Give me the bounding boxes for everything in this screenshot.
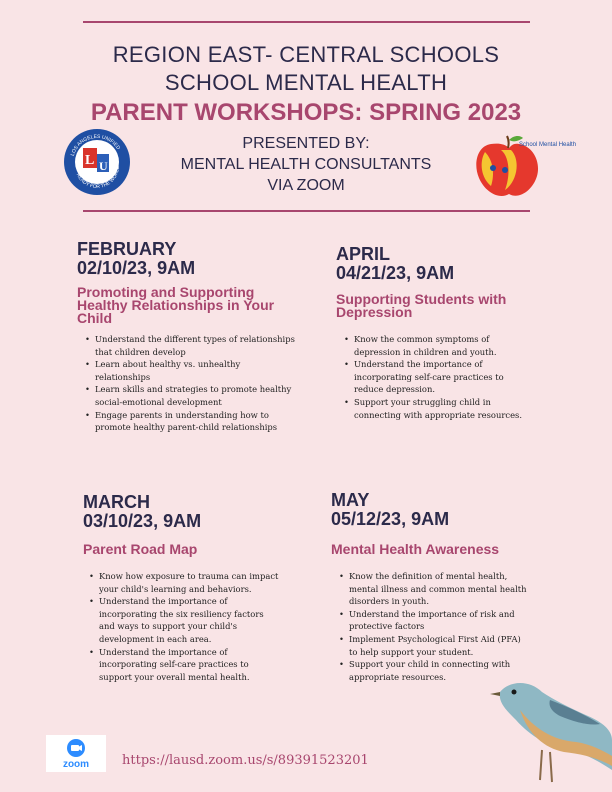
list-item: • Understand the importance of incorporating self-care practices to reduce depression. [342, 358, 522, 396]
svg-text:zoom: zoom [62, 759, 90, 770]
list-item: • Engage parents in understanding how to promote healthy parent-child relationships [83, 409, 297, 434]
svg-text:School Mental Health: School Mental Health [519, 142, 577, 148]
list-item: • Support your struggling child in connecting with appropriate resources. [342, 396, 522, 421]
workshop-month: APRIL [336, 244, 390, 264]
workshop-march [83, 493, 293, 683]
list-item: • Know the common symptoms of depression in children and youth. [342, 333, 522, 358]
list-item: • Support your child in connecting with appropriate resources. [337, 658, 529, 683]
bird-illustration-icon [490, 670, 612, 792]
workshop-topic: Parent Road Map [83, 541, 198, 557]
workshop-bullets [83, 333, 297, 434]
top-divider [83, 21, 530, 23]
presenter: MENTAL HEALTH CONSULTANTS [180, 156, 432, 173]
header-divider [83, 210, 530, 212]
school-mental-health-logo-icon [471, 130, 577, 202]
workshop-month: MAY [331, 490, 370, 510]
page-title: PARENT WORKSHOPS: SPRING 2023 [90, 99, 522, 126]
presented-by: PRESENTED BY: [242, 135, 370, 152]
list-item: • Understand the importance of incorporating the six resiliency factors and ways to support your child's development in each area. [87, 595, 282, 645]
workshop-date: 04/21/23, 9AM [336, 263, 455, 283]
zoom-logo [46, 735, 106, 772]
workshop-date: 03/10/23, 9AM [83, 511, 202, 531]
workshop-date: 05/12/23, 9AM [331, 509, 450, 529]
list-item: • Know how exposure to trauma can impact your child's learning and behaviors. [87, 570, 282, 595]
svg-text:U: U [99, 159, 108, 173]
workshop-topic: Mental Health Awareness [331, 541, 500, 557]
via-zoom: VIA ZOOM [267, 177, 345, 194]
workshop-date: 02/10/23, 9AM [77, 258, 196, 278]
workshop-topic: Supporting Students with Depression [336, 291, 507, 320]
workshop-february [77, 240, 297, 434]
svg-text:LOS ANGELES UNIFIED: LOS ANGELES UNIFIED [69, 133, 122, 157]
list-item: • Understand the different types of relationships that children develop [83, 333, 297, 358]
workshop-bullets [342, 333, 522, 421]
list-item: • Understand the importance of incorporating self-care practices to support your overall mental health. [87, 646, 282, 684]
workshop-bullets [337, 570, 529, 683]
zoom-meeting-link[interactable]: https://lausd.zoom.us/s/89391523201 [122, 753, 369, 768]
workshop-april [336, 245, 536, 421]
list-item: • Learn about healthy vs. unhealthy relationships [83, 358, 297, 383]
workshop-month: MARCH [83, 492, 150, 512]
list-item: • Implement Psychological First Aid (PFA) to help support your student. [337, 633, 529, 658]
svg-text:L: L [85, 153, 95, 168]
workshop-month: FEBRUARY [77, 239, 177, 259]
zoom-camera-icon [46, 735, 106, 772]
svg-text:READY FOR THE WORLD: READY FOR THE WORLD [74, 165, 122, 191]
workshop-topic: Promoting and Supporting Healthy Relationships in Your Child [77, 284, 275, 326]
header-program: SCHOOL MENTAL HEALTH [164, 70, 448, 95]
lausd-logo-icon [63, 128, 131, 196]
header-region: REGION EAST- CENTRAL SCHOOLS [112, 42, 500, 67]
list-item: • Understand the importance of risk and protective factors [337, 608, 529, 633]
list-item: • Learn skills and strategies to promote healthy social-emotional development [83, 383, 297, 408]
list-item: • Know the definition of mental health, mental illness and common mental health disorders in youth. [337, 570, 529, 608]
workshop-may [331, 491, 541, 683]
workshop-bullets [87, 570, 282, 683]
